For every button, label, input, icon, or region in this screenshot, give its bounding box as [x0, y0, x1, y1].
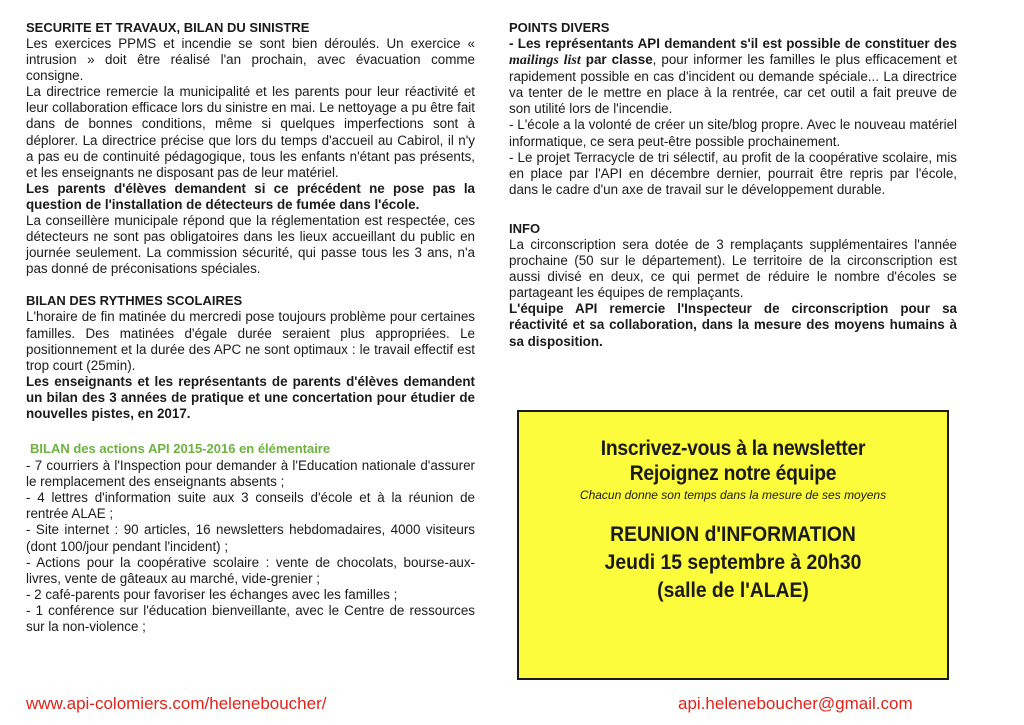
section-title: BILAN DES RYTHMES SCOLAIRES — [26, 293, 243, 309]
meeting-location: (salle de l'ALAE) — [657, 579, 809, 602]
paragraph: Les exercices PPMS et incendie se sont bien déroulés. Un exercice « intrusion » doit être réalisé l'an prochain, avec évacuation comme consigne. — [26, 36, 475, 84]
newsletter-signup-line: Inscrivez-vous à la newsletter — [600, 437, 866, 460]
website-link[interactable]: www.api-colomiers.com/heleneboucher/ — [26, 694, 327, 713]
meeting-title: REUNION d'INFORMATION — [610, 523, 856, 546]
paragraph — [509, 36, 957, 117]
paragraph: La directrice remercie la municipalité et les parents pour leur réactivité et leur collaboration efficace lors du sinistre en mai. Le nettoyage a pu être fait dans de bonnes conditions, même si quelques imperfections sont à déplorer. La directrice précise que lors du temps d'accueil au Cabirol, il n'y a pas eu de continuité pédagogique, tous les enfants n'étant pas présents, et les enseignants ne disposant pas de leur matériel. — [26, 84, 475, 180]
section-rythmes — [26, 293, 475, 422]
section-bilan-api — [26, 441, 475, 635]
list-item: - 4 lettres d'information suite aux 3 conseils d'école et à la réunion de rentrée ALAE ; — [26, 490, 475, 522]
section-title: BILAN des actions API 2015-2016 en élémentaire — [30, 441, 331, 457]
italic-term: mailings list — [509, 53, 581, 69]
paragraph-bold-lead: par classe — [580, 52, 653, 68]
list-item: - 7 courriers à l'Inspection pour demander à l'Education nationale d'assurer le remplacement des enseignants absents ; — [26, 458, 475, 490]
right-column — [509, 20, 957, 350]
newsletter-tagline: Chacun donne son temps dans la mesure de ses moyens — [579, 488, 887, 502]
paragraph: - Le projet Terracycle de tri sélectif, au profit de la coopérative scolaire, mis en place par l'API en décembre dernier, pourrait être repris par l'école, dans le cadre d'un axe de travail sur le développement durable. — [509, 149, 957, 197]
paragraph-rest: , pour informer les familles le plus efficacement et rapidement possible en cas d'incident ou demande spéciale... La directrice va tenter de le mettre en place à la rentrée, car cet outil a fait preuve de son utilité lors de l'incendie. — [509, 52, 957, 117]
section-securite — [26, 20, 475, 277]
section-title: SECURITE ET TRAVAUX, BILAN DU SINISTRE — [26, 20, 310, 35]
paragraph: La conseillère municipale répond que la réglementation est respectée, ces détecteurs ne sont pas obligatoires dans les lieux accueillant du public en journée seulement. La commission sécurité, qui passe tous les 3 ans, n'a pas donné de préconisations spéciales. — [26, 213, 475, 277]
list-item: - Actions pour la coopérative scolaire : vente de chocolats, bourse-aux-livres, vente de gâteaux au marché, vide-grenier ; — [26, 554, 475, 586]
left-column — [26, 20, 475, 635]
newsletter-box — [517, 410, 949, 680]
paragraph: La circonscription sera dotée de 3 remplaçants supplémentaires l'année prochaine (50 sur le département). Le territoire de la circonscription est aussi divisé en deux, ce qui permet de réduire le nombre d'écoles se partageant les équipes de remplaçants. — [509, 236, 957, 301]
section-info — [509, 221, 957, 350]
paragraph: - L'école a la volonté de créer un site/blog propre. Avec le nouveau matériel informatique, ce sera peut-être possible prochainement. — [509, 117, 957, 149]
join-team-line: Rejoignez notre équipe — [629, 462, 837, 485]
email-link[interactable]: api.heleneboucher@gmail.com — [678, 694, 913, 713]
section-points-divers — [509, 20, 957, 198]
paragraph-bold: Les enseignants et les représentants de parents d'élèves demandent un bilan des 3 années de pratique et une concertation pour étudier de nouvelles pistes, en 2017. — [26, 373, 475, 421]
paragraph-bold: L'équipe API remercie l'Inspecteur de circonscription pour sa réactivité et sa collaboration, dans la mesure des moyens humains à sa disposition. — [509, 301, 957, 349]
list-item: - 2 café-parents pour favoriser les échanges avec les familles ; — [26, 586, 398, 602]
paragraph-bold-lead: - Les représentants API demandent s'il est possible de constituer des — [509, 36, 957, 51]
section-title: INFO — [509, 220, 541, 236]
section-title: POINTS DIVERS — [509, 20, 610, 35]
list-item: - Site internet : 90 articles, 16 newsletters hebdomadaires, 4000 visiteurs (dont 100/jour pendant l'incident) ; — [26, 522, 475, 554]
list-item: - 1 conférence sur l'éducation bienveillante, avec le Centre de ressources sur la non-violence ; — [26, 602, 475, 634]
paragraph: L'horaire de fin matinée du mercredi pose toujours problème pour certaines familles. Des matinées d'égale durée seraient plus appropriées. Le positionnement et la durée des APC ne sont optimaux : le travail effectif est trop court (25min). — [26, 309, 475, 373]
meeting-date: Jeudi 15 septembre à 20h30 — [604, 551, 862, 574]
paragraph-bold: Les parents d'élèves demandent si ce précédent ne pose pas la question de l'installation de détecteurs de fumée dans l'école. — [26, 180, 475, 212]
